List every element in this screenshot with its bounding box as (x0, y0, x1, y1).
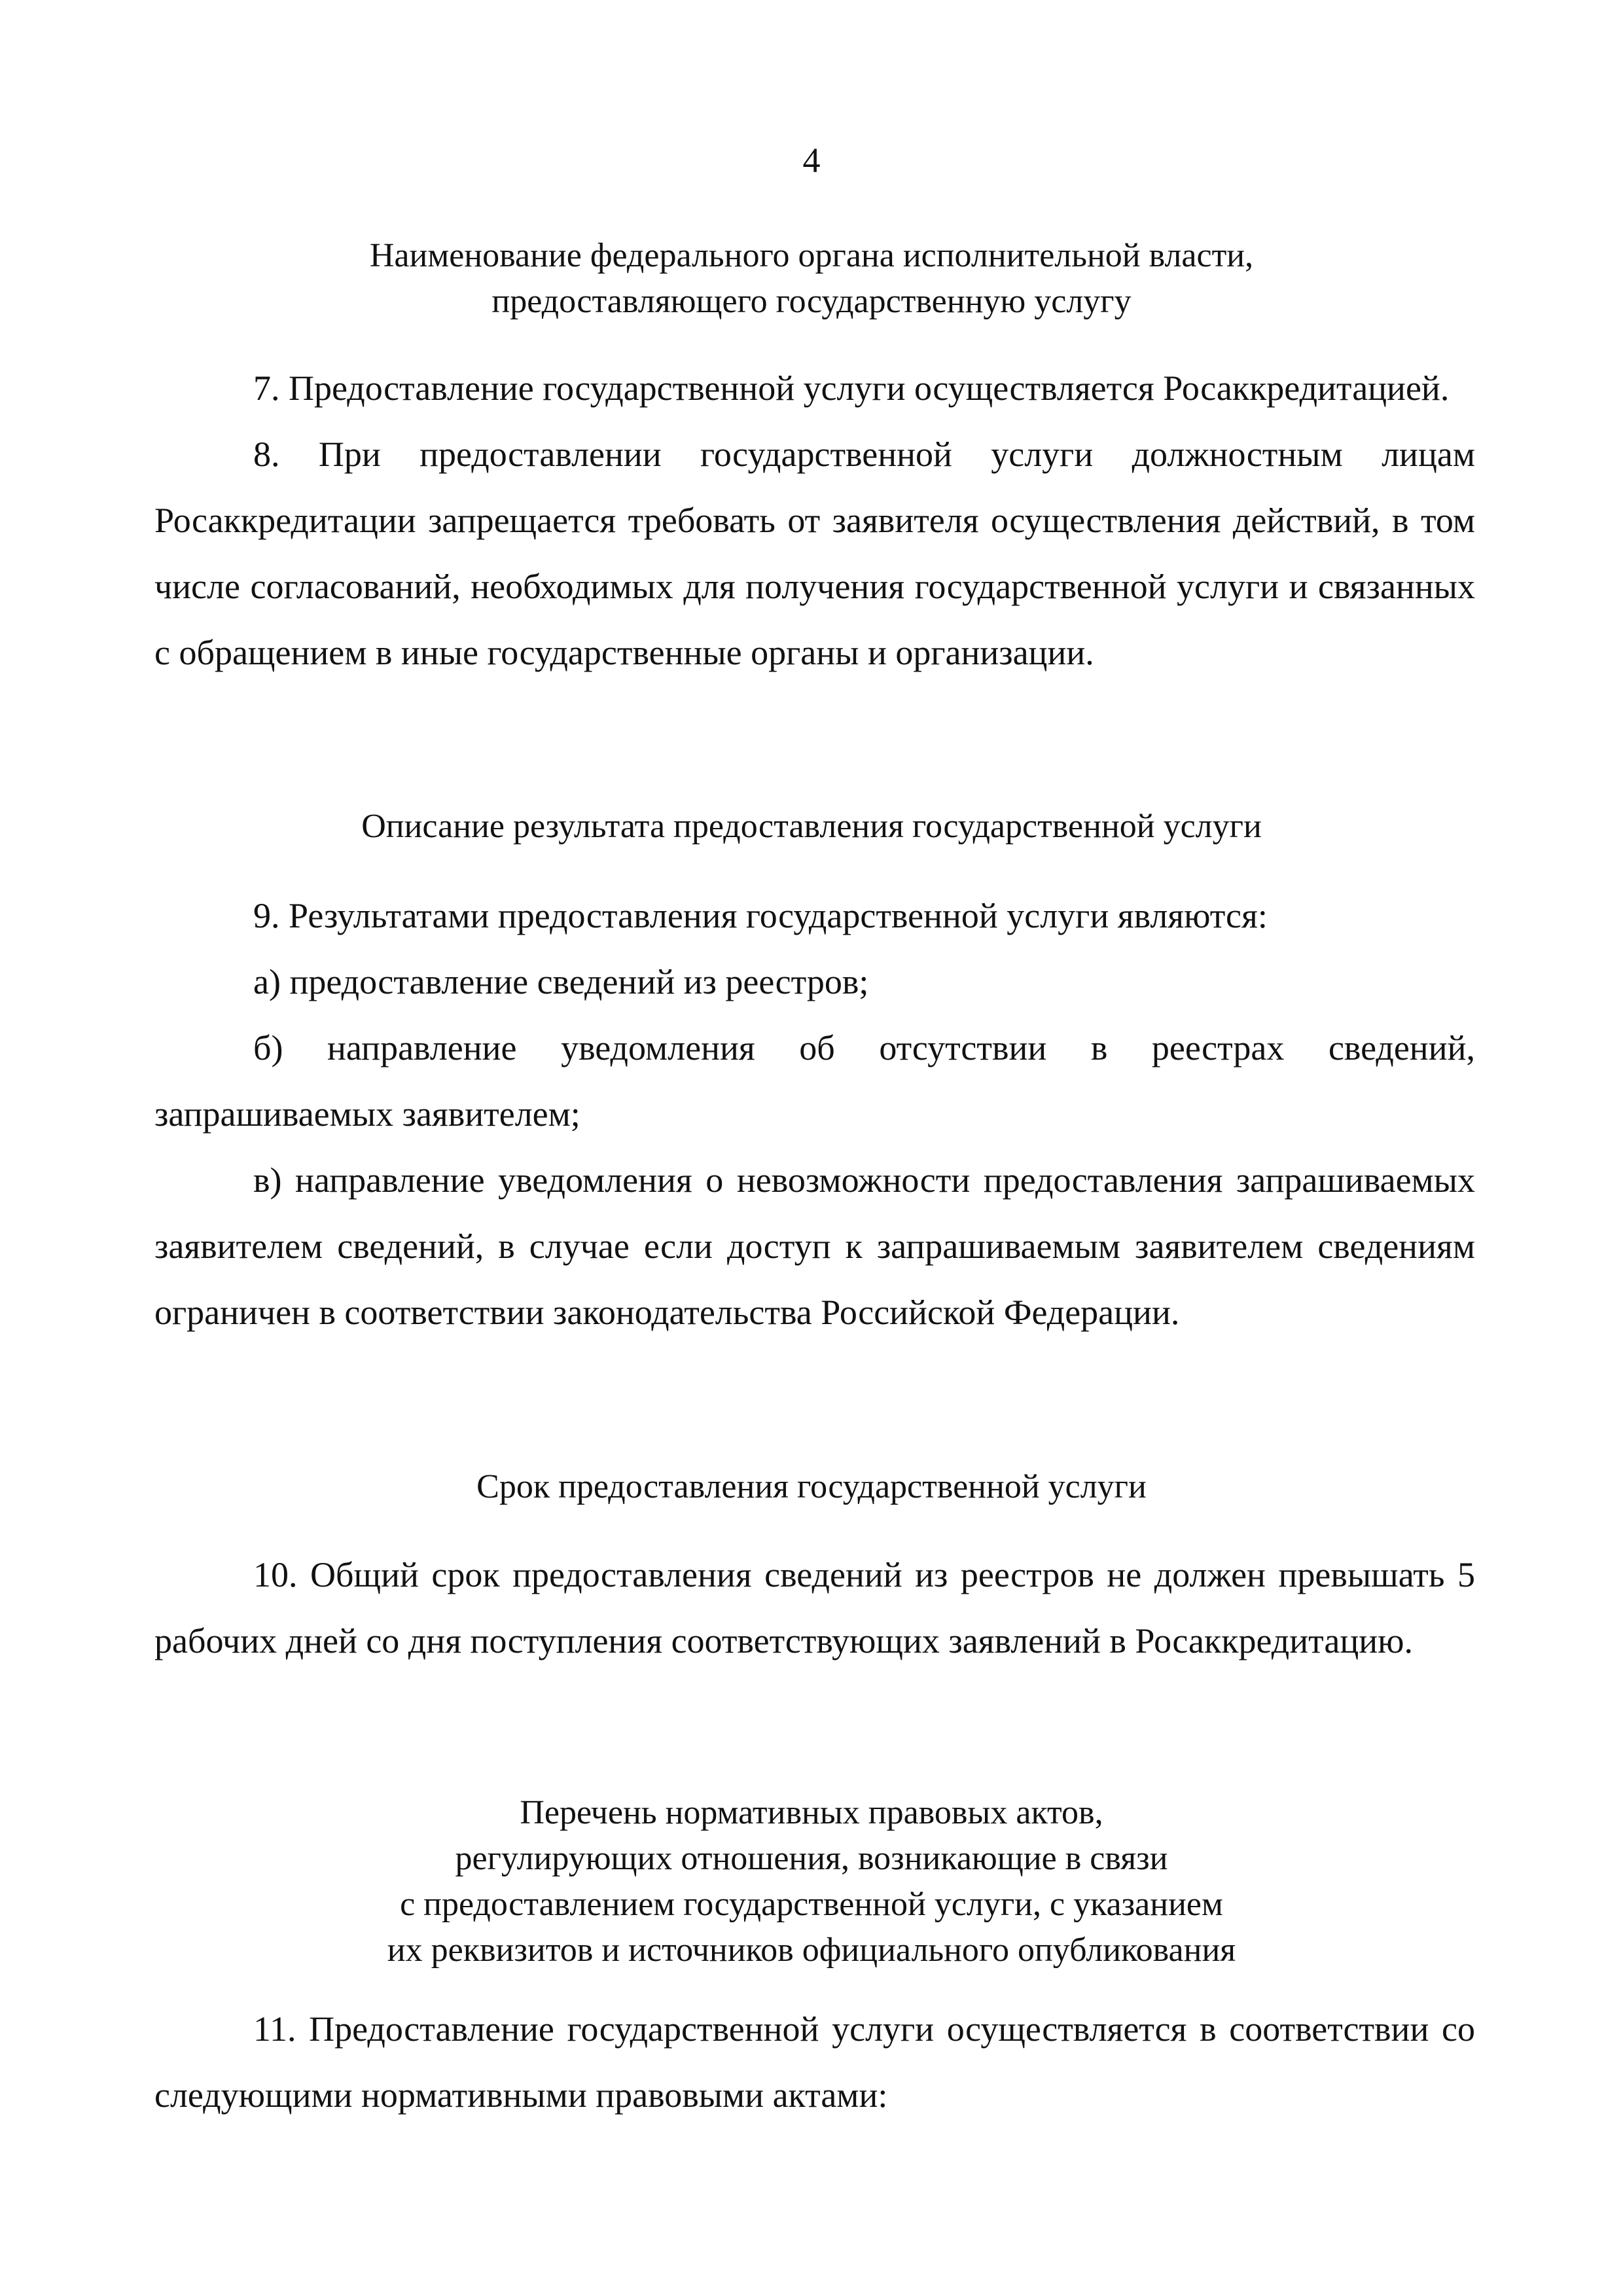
paragraph-9b: б) направление уведомления об отсутствии в реестрах сведений, запрашиваемых заявителем; (154, 1028, 1475, 1134)
paragraph-7: 7. Предоставление государственной услуги осуществляется Росаккредитацией. (253, 368, 1450, 408)
section-body-term (154, 1542, 1475, 1674)
heading-line: Наименование федерального органа исполнительной власти, (369, 237, 1254, 274)
paragraph-10: 10. Общий срок предоставления сведений из реестров не должен превышать 5 рабочих дней со дня поступления соответствующих заявлений в Росаккредитацию. (154, 1555, 1475, 1660)
heading-line: предоставляющего государственную услугу (491, 283, 1132, 320)
paragraph-8: 8. При предоставлении государственной услуги должностным лицам Росаккредитации запрещается требовать от заявителя осуществления действий, в том числе согласований, необходимых для получения государственной услуги и связанных с обращением в иные государственные органы и организации. (154, 435, 1475, 672)
heading-line: с предоставлением государственной услуги, с указанием (400, 1886, 1223, 1923)
paragraph-11: 11. Предоставление государственной услуги осуществляется в соответствии со следующими нормативными правовыми актами: (154, 2009, 1475, 2115)
heading-line: Описание результата предоставления государственной услуги (361, 808, 1262, 845)
section-body-acts (154, 1996, 1475, 2128)
section-heading-term (0, 1464, 1623, 1510)
section-heading-acts (0, 1790, 1623, 1973)
section-body-authority (154, 355, 1475, 686)
heading-line: Перечень нормативных правовых актов, (520, 1794, 1103, 1831)
heading-line: их реквизитов и источников официального опубликования (387, 1931, 1236, 1969)
heading-line: Срок предоставления государственной услуги (476, 1468, 1147, 1505)
paragraph-9v: в) направление уведомления о невозможности предоставления запрашиваемых заявителем сведений, в случае если доступ к запрашиваемым заявителем сведениям ограничен в соответствии законодательства Российской Федерации. (154, 1160, 1475, 1332)
paragraph-9: 9. Результатами предоставления государственной услуги являются: (253, 896, 1268, 935)
section-heading-result (0, 804, 1623, 850)
section-body-result (154, 883, 1475, 1346)
section-heading-authority (0, 233, 1623, 325)
page-number: 4 (802, 141, 821, 180)
heading-line: регулирующих отношения, возникающие в связи (455, 1840, 1168, 1877)
paragraph-9a: а) предоставление сведений из реестров; (253, 962, 869, 1001)
